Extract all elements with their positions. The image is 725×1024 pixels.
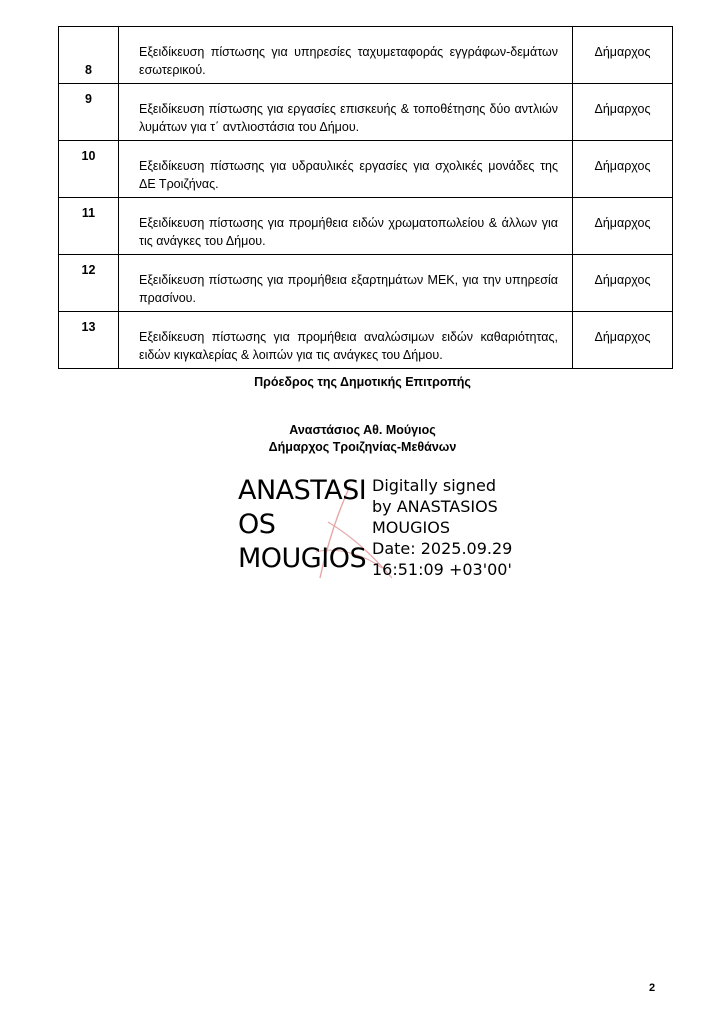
row-authority-cell xyxy=(573,255,673,312)
signature-name-line: MOUGIOS xyxy=(238,543,367,574)
row-authority: Δήμαρχος xyxy=(594,330,651,344)
row-number: 11 xyxy=(81,206,96,220)
digital-signature[interactable] xyxy=(238,474,518,584)
row-authority-cell xyxy=(573,312,673,369)
row-description: Εξειδίκευση πίστωσης για εργασίες επισκευής & τοποθέτησης δύο αντλιών λυμάτων για τ΄ αντλιοστάσια του Δήμου. xyxy=(139,102,558,134)
row-description: Εξειδίκευση πίστωσης για προμήθεια ειδών χρωματοπωλείου & άλλων για τις ανάγκες του Δήμου. xyxy=(139,216,558,248)
signature-detail-line: Digitally signed xyxy=(372,476,496,495)
row-description-cell xyxy=(119,255,573,312)
row-number: 13 xyxy=(81,320,96,334)
row-authority: Δήμαρχος xyxy=(594,45,651,59)
signature-name xyxy=(238,474,366,576)
row-description-cell xyxy=(119,198,573,255)
row-number-cell xyxy=(59,255,119,312)
row-authority-cell xyxy=(573,198,673,255)
table-row xyxy=(59,198,673,255)
table-row xyxy=(59,27,673,84)
signer-name: Αναστάσιος Αθ. Μούγιος xyxy=(289,423,436,437)
signature-detail-line: 16:51:09 +03'00' xyxy=(372,560,512,579)
row-number: 10 xyxy=(81,149,96,163)
signature-detail-line: by ANASTASIOS xyxy=(372,497,498,516)
signer-role: Δήμαρχος Τροιζηνίας-Μεθάνων xyxy=(268,440,457,454)
row-authority: Δήμαρχος xyxy=(594,159,651,173)
table-row xyxy=(59,84,673,141)
row-authority-cell xyxy=(573,141,673,198)
row-number-cell xyxy=(59,198,119,255)
table-row xyxy=(59,141,673,198)
row-number: 9 xyxy=(85,92,92,106)
row-authority-cell xyxy=(573,27,673,84)
row-description-cell xyxy=(119,312,573,369)
row-number-cell xyxy=(59,312,119,369)
row-description: Εξειδίκευση πίστωσης για υδραυλικές εργασίες για σχολικές μονάδες της ΔΕ Τροιζήνας. xyxy=(139,159,558,191)
row-description: Εξειδίκευση πίστωσης για υπηρεσίες ταχυμεταφοράς εγγράφων-δεμάτων εσωτερικού. xyxy=(139,45,558,77)
row-authority: Δήμαρχος xyxy=(594,102,651,116)
row-description: Εξειδίκευση πίστωσης για προμήθεια εξαρτημάτων ΜΕΚ, για την υπηρεσία πρασίνου. xyxy=(139,273,558,305)
chair-title: Πρόεδρος της Δημοτικής Επιτροπής xyxy=(254,375,471,389)
row-description-cell xyxy=(119,27,573,84)
row-number-cell xyxy=(59,141,119,198)
row-description-cell xyxy=(119,84,573,141)
row-number: 8 xyxy=(85,63,92,77)
items-table xyxy=(58,26,673,369)
signature-name-line: ANASTASI xyxy=(238,475,367,506)
table-row xyxy=(59,312,673,369)
row-number-cell xyxy=(59,84,119,141)
signature-name-line: OS xyxy=(238,509,276,540)
row-description-cell xyxy=(119,141,573,198)
signature-detail-line: MOUGIOS xyxy=(372,518,450,537)
page-number: 2 xyxy=(649,982,656,994)
row-authority-cell xyxy=(573,84,673,141)
row-description: Εξειδίκευση πίστωσης για προμήθεια αναλώσιμων ειδών καθαριότητας, ειδών κιγκαλερίας & λοιπών για τις ανάγκες του Δήμου. xyxy=(139,330,558,362)
signature-detail-line: Date: 2025.09.29 xyxy=(372,539,513,558)
row-authority: Δήμαρχος xyxy=(594,216,651,230)
table-row xyxy=(59,255,673,312)
row-number-cell xyxy=(59,27,119,84)
row-number: 12 xyxy=(81,263,96,277)
signature-details xyxy=(372,475,512,580)
row-authority: Δήμαρχος xyxy=(594,273,651,287)
